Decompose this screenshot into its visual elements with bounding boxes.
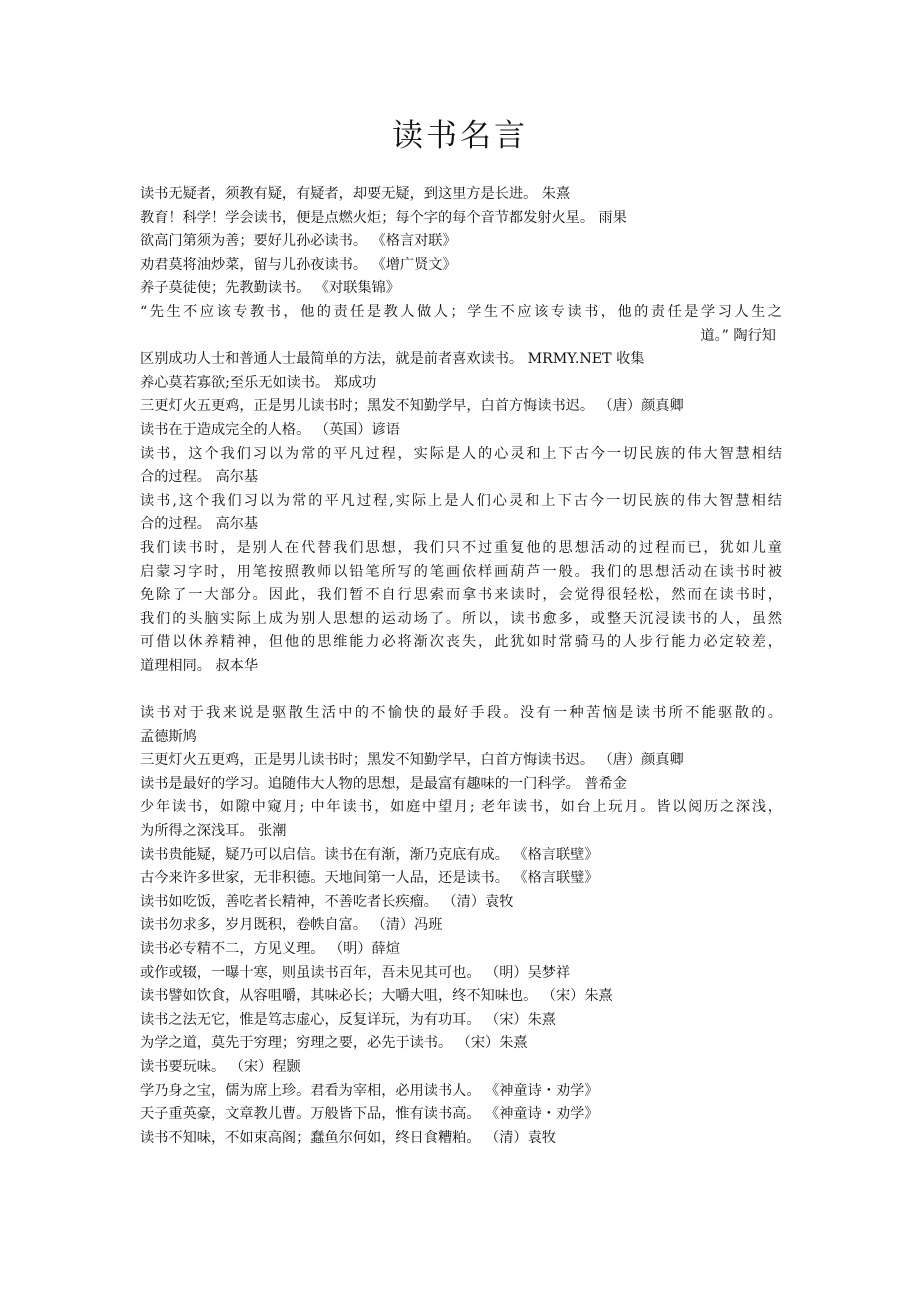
quote-line: 读书必专精不二，方见义理。 （明）薛煊 (140, 941, 400, 957)
quote-line: 读书之法无它，惟是笃志虚心，反复详玩，为有功耳。 （宋）朱熹 (140, 1011, 556, 1028)
quote-line: 为学之道，莫先于穷理；穷理之要，必先于读书。 （宋）朱熹 (140, 1035, 528, 1052)
quote-line: 读书勿求多，岁月既积，卷帙自富。 （清）冯班 (140, 917, 443, 934)
quote-line: 读书贵能疑，疑乃可以启信。读书在有渐，渐乃克底有成。 《格言联壁》 (140, 846, 599, 863)
document-title: 读书名言 (392, 118, 528, 154)
quote-line: 我们的头脑实际上成为别人思想的运动场了。所以，读书愈多，或整天沉浸读书的人，虽然 (140, 610, 782, 627)
quote-line: 古今来许多世家，无非积德。天地间第一人品，还是读书。 《格言联璧》 (140, 870, 599, 887)
quote-line: 读书要玩味。 （宋）程颢 (140, 1058, 301, 1075)
quote-line: 免除了一大部分。因此，我们暂不自行思索而拿书来读时，会觉得很轻松，然而在读书时， (140, 587, 782, 604)
quote-line: 道。” 陶行知 (700, 327, 776, 344)
quote-line: 孟德斯鸠 (140, 728, 197, 745)
quote-line: 为所得之深浅耳。 张潮 (140, 823, 287, 840)
quote-line: 可借以休养精神，但他的思维能力必将渐次丧失，此犹如时常骑马的人步行能力必定较差， (140, 634, 782, 651)
quote-line: 区别成功人士和普通人士最简单的方法，就是前者喜欢读书。 MRMY.NET 收集 (140, 351, 645, 368)
quote-line: 少年读书，如隙中窥月; 中年读书，如庭中望月; 老年读书，如台上玩月。皆以阅历之深浅， (140, 799, 782, 816)
quote-list (140, 183, 782, 1150)
quote-line: 劝君莫将油炒菜，留与儿孙夜读书。 《增广贤文》 (140, 256, 457, 273)
quote-line: 合的过程。 高尔基 (140, 469, 259, 486)
quote-line: 读书如吃饭，善吃者长精神，不善吃者长疾瘤。 （清）袁牧 (140, 893, 514, 910)
quote-line: 教育！科学！学会读书，便是点燃火炬；每个字的每个音节都发射火星。 雨果 (140, 209, 627, 226)
quote-line: 养心莫若寡欲;至乐无如读书。 郑成功 (140, 374, 377, 391)
quote-line: 合的过程。 高尔基 (140, 516, 259, 533)
quote-line: 读书不知味，不如束高阁；蠢鱼尔何如，终日食糟粕。 （清）袁牧 (140, 1129, 556, 1146)
quote-line: 学乃身之宝，儒为席上珍。君看为宰相，必用读书人。 《神童诗・劝学》 (140, 1082, 599, 1099)
quote-line: 道理相同。 叔本华 (140, 657, 259, 674)
quote-line: 天子重英豪，文章教儿曹。万般皆下品，惟有读书高。 《神童诗・劝学》 (140, 1106, 599, 1123)
quote-line: 我们读书时，是别人在代替我们思想，我们只不过重复他的思想活动的过程而已，犹如儿童 (140, 539, 782, 556)
quote-line: 读书,这个我们习以为常的平凡过程,实际上是人们心灵和上下古今一切民族的伟大智慧相结 (140, 492, 782, 509)
quote-line: 养子莫徒使；先教勤读书。 《对联集锦》 (140, 280, 400, 297)
quote-line: 读书是最好的学习。追随伟大人物的思想，是最富有趣味的一门科学。 普希金 (140, 775, 627, 792)
blank-line (140, 678, 782, 702)
quote-line: 或作或辍，一曝十寒，则虽读书百年，吾未见其可也。 （明）吴梦祥 (140, 964, 571, 981)
quote-line: “先生不应该专教书，他的责任是教人做人；学生不应该专读书，他的责任是学习人生之 (140, 303, 782, 320)
quote-line: 读书在于造成完全的人格。 （英国）谚语 (140, 421, 400, 438)
quote-line: 读书对于我来说是驱散生活中的不愉快的最好手段。没有一种苦恼是读书所不能驱散的。 (140, 705, 782, 722)
quote-line: 三更灯火五更鸡，正是男儿读书时；黑发不知勤学早，白首方悔读书迟。 （唐）颜真卿 (140, 752, 684, 769)
quote-line: 三更灯火五更鸡，正是男儿读书时；黑发不知勤学早，白首方悔读书迟。 （唐）颜真卿 (140, 398, 684, 415)
quote-line: 读书无疑者，须教有疑，有疑者，却要无疑，到这里方是长进。 朱熹 (140, 186, 571, 202)
quote-line: 欲高门第须为善；要好儿孙必读书。 《格言对联》 (140, 233, 457, 250)
quote-line: 读书譬如饮食，从容咀嚼，其味必长；大嚼大咀，终不知味也。 （宋）朱熹 (140, 988, 613, 1005)
quote-line: 启蒙习字时，用笔按照教师以铅笔所写的笔画依样画葫芦一般。我们的思想活动在读书时被 (140, 563, 782, 580)
quote-line: 读书，这个我们习以为常的平凡过程，实际是人的心灵和上下古今一切民族的伟大智慧相结 (140, 445, 782, 462)
